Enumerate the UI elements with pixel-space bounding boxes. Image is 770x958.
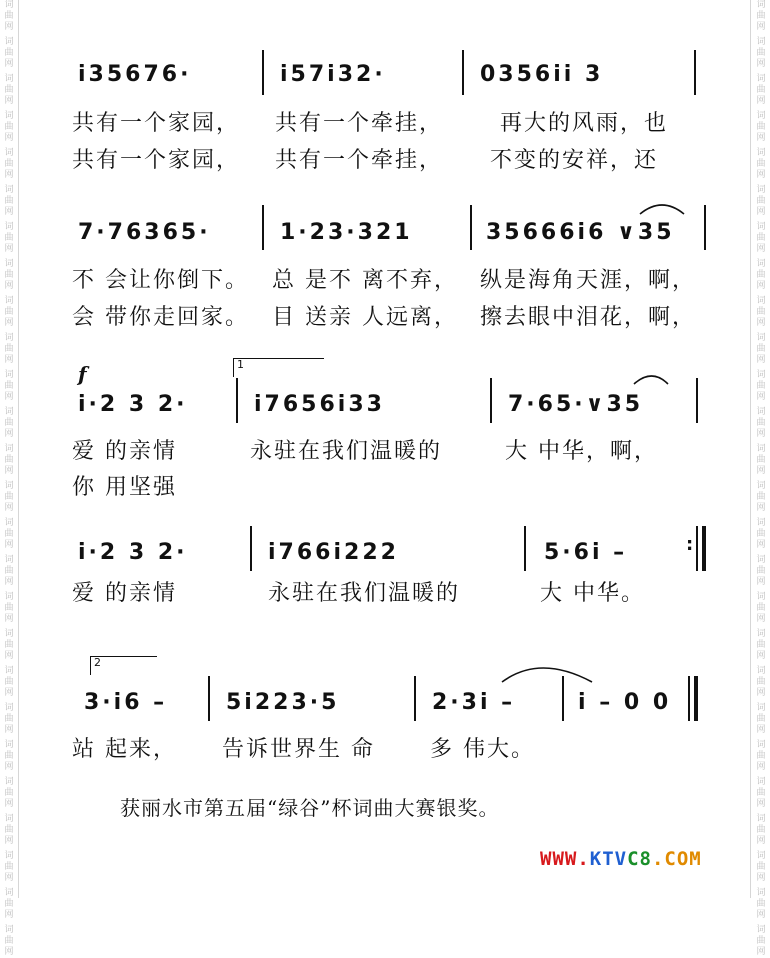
slur [640,205,684,214]
system3-measure1-notes: i·2 3 2· [78,392,188,417]
system2-verse1-lyric: 总 是不 离不弃， [272,268,458,293]
first-ending-number: 1 [237,358,244,371]
system1-measure1-notes: i35676· [78,62,192,87]
second-ending-number: 2 [94,656,101,669]
slur [634,376,668,384]
system5-measure3-notes: 2·3i – [432,690,516,715]
system5-measure4-notes: i – 0 0 [578,690,672,715]
system3-measure3-notes: 7·65·∨35 [508,392,644,417]
tie [502,668,592,682]
dynamic-forte: f [78,362,87,386]
system2-verse1-lyric: 纵是海角天涯，啊， [480,268,697,293]
system5-measure2-notes: 5i223·5 [226,690,340,715]
system2-verse2-lyric: 擦去眼中泪花，啊， [480,305,697,330]
system3-verse1-lyric: 大 中华，啊， [505,439,658,464]
system1-verse2-lyric: 共有一个牵挂， [275,148,444,173]
system5-lyric: 告诉世界生 命 [222,737,375,762]
system3-measure2-notes: i7656i33 [254,392,385,417]
system3-verse1-lyric: 永驻在我们温暖的 [250,439,443,464]
system1-verse1-lyric: 共有一个牵挂， [275,111,444,136]
right-watermark: 词 曲 网 词 曲 网 词 曲 网 词 曲 网 词 曲 网 词 曲 网 词 曲 网 词 曲 网 词 曲 网 词 曲 网 词 曲 网 词 曲 网 词 曲 网 词 曲 网 词 曲 网 词 曲 网 词 曲 网 词 曲 网 词 曲 网 词 曲 网 词 曲 网 词 曲 网 词 曲 网 词 曲 网 词 曲 网 词 曲 网 [756,0,766,957]
system1-verse1-lyric: 再大的风雨，也 [500,111,669,136]
repeat-dots: : [686,534,694,555]
system1-verse1-lyric: 共有一个家园， [72,111,241,136]
system5-lyric: 多 伟大。 [430,737,535,762]
system3-verse1-lyric: 爱 的亲情 [72,439,177,464]
system4-verse1-lyric: 永驻在我们温暖的 [268,581,461,606]
award-footnote: 获丽水市第五届“绿谷”杯词曲大赛银奖。 [120,796,500,820]
system2-verse1-lyric: 不 会让你倒下。 [72,268,249,293]
system4-verse1-lyric: 爱 的亲情 [72,581,177,606]
system1-verse2-lyric: 不变的安祥，还 [490,148,659,173]
system4-measure1-notes: i·2 3 2· [78,540,188,565]
system2-measure2-notes: 1·23·321 [280,220,413,245]
site-logo[interactable]: WWW.KTVC8.COM [540,848,702,870]
system1-verse2-lyric: 共有一个家园， [72,148,241,173]
system1-measure3-notes: 0356ii 3 [480,62,604,87]
system4-verse1-lyric: 大 中华。 [540,581,645,606]
system2-verse2-lyric: 会 带你走回家。 [72,305,249,330]
system5-measure1-notes: 3·i6 – [84,690,168,715]
system4-measure3-notes: 5·6i – [544,540,628,565]
system2-measure1-notes: 7·76365· [78,220,211,245]
system4-measure2-notes: i766i222 [268,540,399,565]
system5-lyric: 站 起来， [72,737,177,762]
system2-measure3-notes: 35666i6 ∨35 [486,220,675,245]
left-watermark: 词 曲 网 词 曲 网 词 曲 网 词 曲 网 词 曲 网 词 曲 网 词 曲 网 词 曲 网 词 曲 网 词 曲 网 词 曲 网 词 曲 网 词 曲 网 词 曲 网 词 曲 网 词 曲 网 词 曲 网 词 曲 网 词 曲 网 词 曲 网 词 曲 网 词 曲 网 词 曲 网 词 曲 网 词 曲 网 词 曲 网 [4,0,14,957]
system2-verse2-lyric: 目 送亲 人远离， [272,305,458,330]
system3-verse2-lyric: 你 用坚强 [72,475,177,500]
system1-measure2-notes: i57i32· [280,62,386,87]
